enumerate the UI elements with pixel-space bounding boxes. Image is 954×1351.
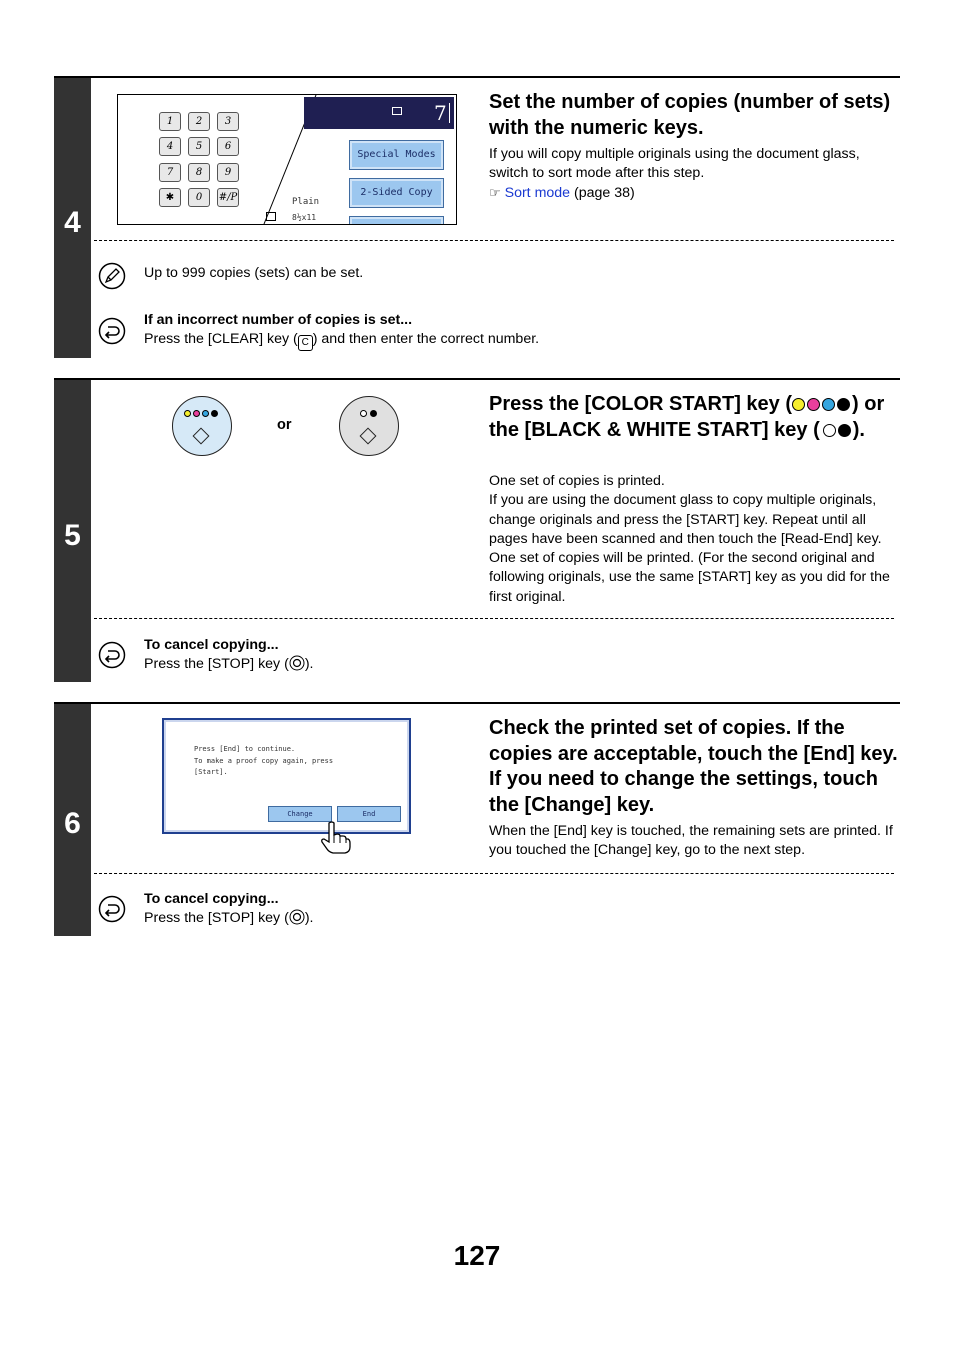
copy-count: 7 bbox=[434, 101, 447, 125]
stop-key-icon bbox=[289, 909, 305, 925]
screen-line: [Start]. bbox=[194, 768, 228, 776]
step-number: 6 bbox=[64, 807, 81, 840]
black-dot-icon bbox=[370, 410, 377, 417]
note-body bbox=[144, 909, 313, 928]
touch-panel-illustration bbox=[162, 718, 411, 834]
step-number: 4 bbox=[64, 206, 81, 239]
note-body bbox=[144, 330, 539, 351]
page-reference: (page 38) bbox=[574, 184, 635, 201]
note-incorrect-copies bbox=[144, 311, 539, 351]
divider bbox=[94, 240, 894, 241]
numeric-key-9: 9 bbox=[217, 163, 239, 182]
heading-part: ). bbox=[852, 418, 865, 441]
copy-count-display bbox=[304, 97, 454, 129]
clear-key-icon: C bbox=[298, 335, 313, 351]
yellow-dot-icon bbox=[184, 410, 191, 417]
note-text-after: ). bbox=[304, 910, 314, 927]
heading-part: ) or the [BLACK & WHITE START] key ( bbox=[489, 393, 885, 441]
yellow-dot-icon bbox=[792, 398, 805, 411]
hand-cursor-icon bbox=[319, 821, 353, 855]
numeric-key-6: 6 bbox=[217, 137, 239, 156]
numeric-key-5: 5 bbox=[188, 137, 210, 156]
white-dot-icon bbox=[823, 424, 836, 437]
heading-part: Press the [COLOR START] key ( bbox=[489, 393, 793, 415]
note-text-before: Press the [STOP] key ( bbox=[144, 656, 289, 673]
cyan-dot-icon bbox=[822, 398, 835, 411]
paper-size: 8½x11 bbox=[292, 213, 317, 222]
start-diamond-icon bbox=[360, 428, 377, 445]
numeric-key-4: 4 bbox=[159, 137, 181, 156]
special-modes-button: Special Modes bbox=[349, 140, 444, 170]
screen-line: Press [End] to continue. bbox=[194, 745, 296, 753]
step-number: 5 bbox=[64, 519, 81, 552]
step-6 bbox=[54, 702, 900, 936]
step-heading: Check the printed set of copies. If the copies are acceptable, touch the [End] key. If you need to change the settings, touch the [Change] key. bbox=[489, 717, 898, 816]
step-heading: Set the number of copies (number of sets) with the numeric keys. bbox=[489, 91, 891, 139]
step-body bbox=[489, 145, 899, 203]
numeric-key-1: 1 bbox=[159, 112, 181, 131]
tray-icon bbox=[266, 212, 276, 221]
note-text-before: Press the [STOP] key ( bbox=[144, 910, 289, 927]
numeric-key-0: 0 bbox=[188, 188, 210, 207]
divider bbox=[94, 618, 894, 619]
pencil-note-icon bbox=[98, 262, 126, 290]
step-body-text: If you will copy multiple originals using the document glass, switch to sort mode after this step. bbox=[489, 146, 860, 182]
screen-message bbox=[194, 744, 333, 779]
step-4 bbox=[54, 76, 900, 358]
numeric-key-7: 7 bbox=[159, 163, 181, 182]
cursor bbox=[449, 103, 450, 123]
step-body: When the [End] key is touched, the remaining sets are printed. If you touched the [Change] key, go to the next step. bbox=[489, 823, 893, 859]
start-diamond-icon bbox=[193, 428, 210, 445]
note-cancel-copying bbox=[144, 636, 313, 675]
note-title: To cancel copying... bbox=[144, 637, 279, 653]
white-dot-icon bbox=[360, 410, 367, 417]
note-text-after: ). bbox=[304, 656, 314, 673]
note-text-before: Press the [CLEAR] key ( bbox=[144, 331, 298, 348]
cyan-dot-icon bbox=[202, 410, 209, 417]
paper-type: Plain bbox=[292, 197, 320, 207]
step-body-line: If you are using the document glass to copy multiple originals, change originals and press the [START] key. Repeat until all pages have been scanned and then touch the [Read-End] key. One set of copies will be printed. (For the second original and following originals, use the same [START] key as you did for the first original. bbox=[489, 492, 890, 605]
return-arrow-icon bbox=[98, 317, 126, 345]
color-start-key bbox=[172, 396, 232, 456]
copies-icon bbox=[392, 107, 402, 115]
black-dot-icon bbox=[837, 398, 850, 411]
stop-key-icon bbox=[289, 655, 305, 671]
change-button: Change bbox=[268, 806, 332, 822]
numeric-key-3: 3 bbox=[217, 112, 239, 131]
asterisk-key: ✱ bbox=[159, 188, 181, 207]
page-number: 127 bbox=[453, 1240, 501, 1271]
step-body bbox=[489, 472, 899, 607]
magenta-dot-icon bbox=[193, 410, 200, 417]
screen-line: To make a proof copy again, press bbox=[194, 756, 334, 765]
return-arrow-icon bbox=[98, 895, 126, 923]
control-panel-illustration bbox=[117, 94, 457, 225]
end-button: End bbox=[337, 806, 401, 822]
step-5 bbox=[54, 378, 900, 682]
note-title: To cancel copying... bbox=[144, 891, 279, 907]
black-dot-icon bbox=[838, 424, 851, 437]
step-heading bbox=[489, 392, 899, 443]
sort-mode-link[interactable]: Sort mode bbox=[504, 184, 571, 201]
black-white-start-key bbox=[339, 396, 399, 456]
note-body bbox=[144, 655, 313, 674]
black-dot-icon bbox=[211, 410, 218, 417]
note-cancel-copying bbox=[144, 890, 313, 929]
program-key: #/P bbox=[217, 188, 239, 207]
step-body-line: One set of copies is printed. bbox=[489, 473, 665, 489]
two-sided-copy-button: 2-Sided Copy bbox=[349, 178, 444, 208]
magenta-dot-icon bbox=[807, 398, 820, 411]
or-label: or bbox=[277, 417, 292, 433]
hand-pointer-icon: ☞ bbox=[489, 185, 501, 201]
numeric-key-8: 8 bbox=[188, 163, 210, 182]
note-text: Up to 999 copies (sets) can be set. bbox=[144, 265, 364, 281]
note-text-after: ) and then enter the correct number. bbox=[312, 331, 540, 348]
divider bbox=[94, 873, 894, 874]
note-title: If an incorrect number of copies is set... bbox=[144, 312, 413, 328]
return-arrow-icon bbox=[98, 641, 126, 669]
next-button-partial bbox=[349, 216, 444, 225]
numeric-key-2: 2 bbox=[188, 112, 210, 131]
